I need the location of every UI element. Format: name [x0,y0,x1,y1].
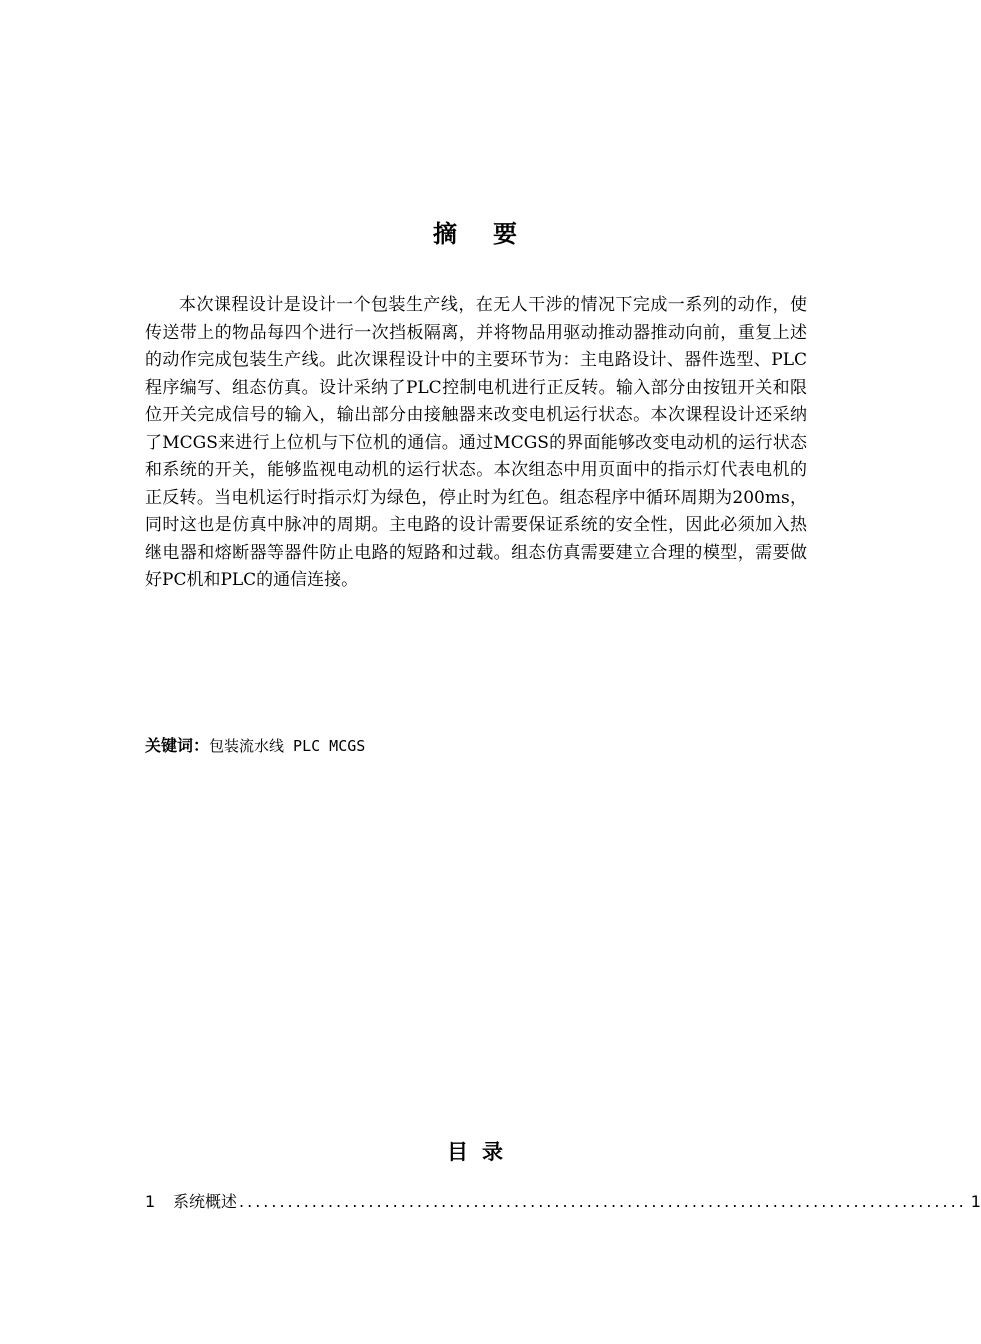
toc-entry-leader: .......................................................................................... [239,1192,967,1211]
toc-entry-page: 1 [970,1192,981,1211]
keywords-label: 关键词： [145,736,210,755]
abstract-body: 本次课程设计是设计一个包装生产线，在无人干涉的情况下完成一系列的动作，使传送带上的物品每四个进行一次挡板隔离，并将物品用驱动推动器推动向前，重复上述的动作完成包装生产线。此次课程设计中的主要环节为：主电路设计、器件选型、PLC程序编写、组态仿真。设计采纳了PLC控制电机进行正反转。输入部分由按钮开关和限位开关完成信号的输入，输出部分由接触器来改变电机运行状态。本次课程设计还采纳了MCGS来进行上位机与下位机的通信。通过MCGS的界面能够改变电动机的运行状态和系统的开关，能够监视电动机的运行状态。本次组态中用页面中的指示灯代表电机的正反转。当电机运行时指示灯为绿色，停止时为红色。组态程序中循环周期为200ms，同时这也是仿真中脉冲的周期。主电路的设计需要保证系统的安全性，因此必须加入热继电器和熔断器等器件防止电路的短路和过载。组态仿真需要建立合理的模型，需要做好PC机和PLC的通信连接。 [145,295,807,590]
toc-entry-text: 系统概述 [173,1192,238,1211]
abstract-title: 摘要 [433,219,553,248]
toc-entry-number: 1 [145,1192,156,1211]
keywords-line [145,734,807,758]
keywords-value: 包装流水线 PLC MCGS [209,737,366,755]
toc-entry[interactable] [145,1190,981,1214]
toc-title: 目录 [447,1140,517,1164]
